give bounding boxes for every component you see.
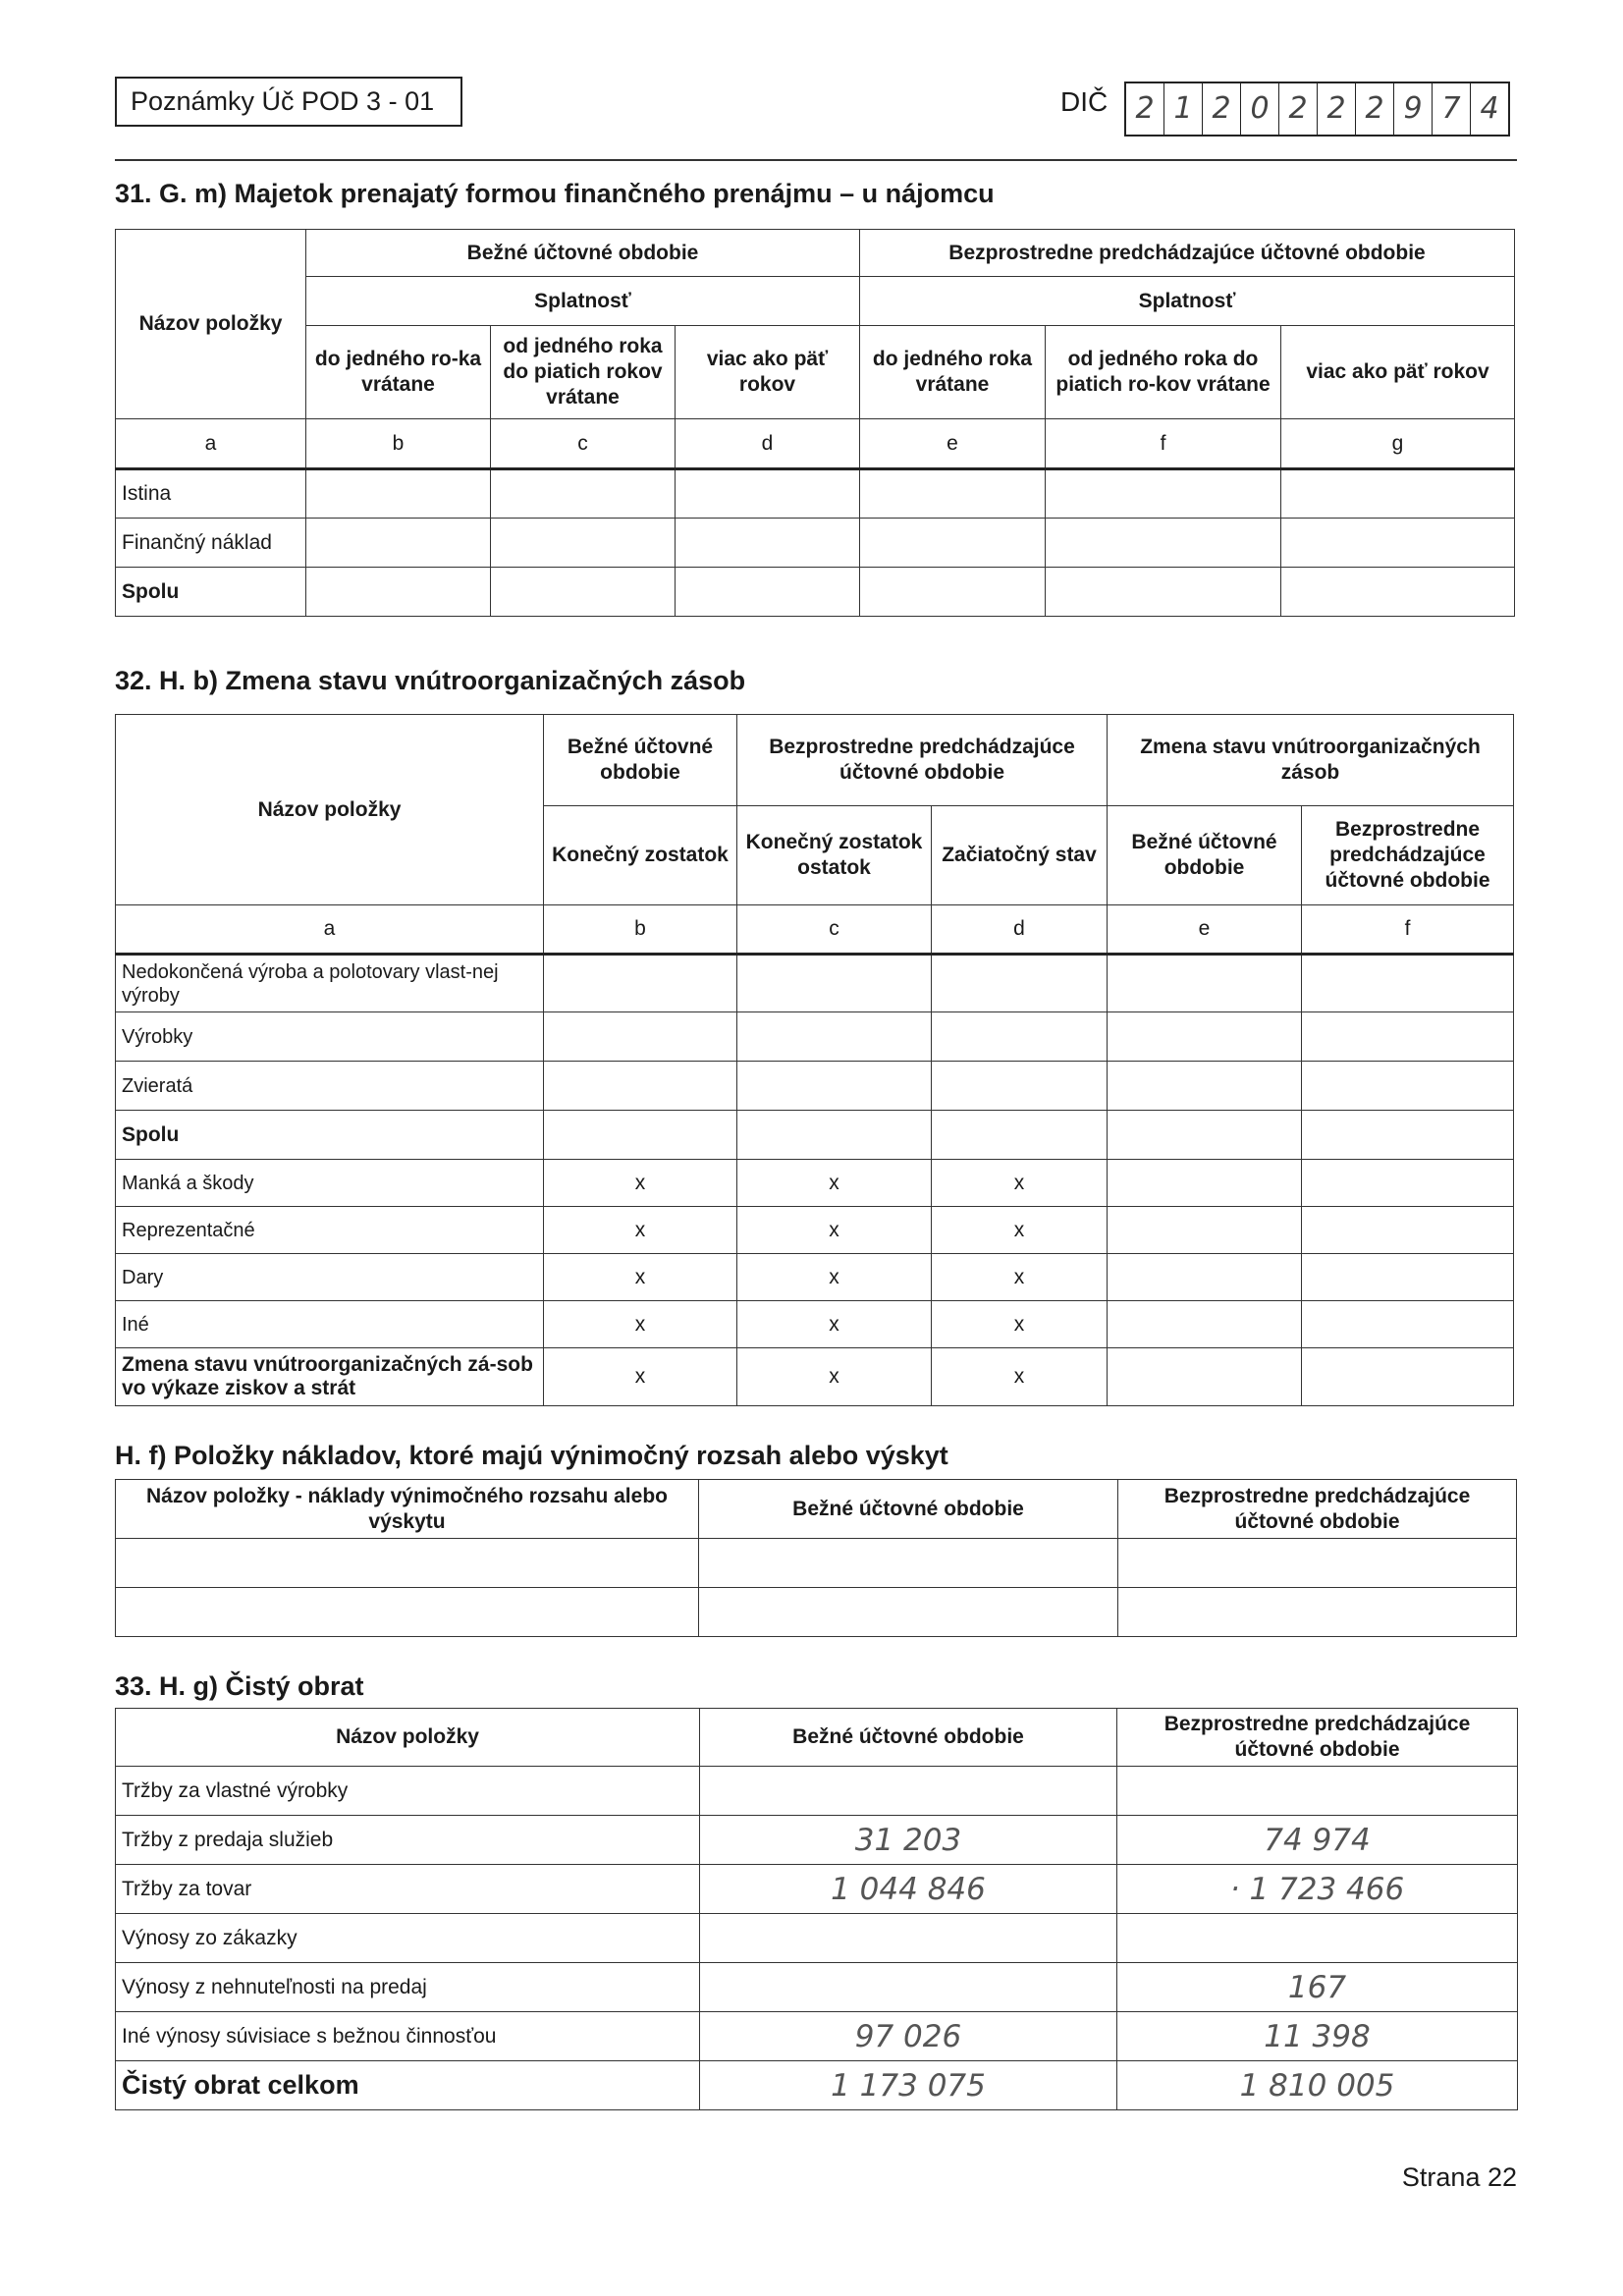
dic-digit: 2 <box>1356 83 1394 135</box>
page-number: Strana 22 <box>1401 2162 1517 2192</box>
cell <box>676 568 860 617</box>
table-row <box>116 1348 1514 1406</box>
column-letter: f <box>1046 419 1281 469</box>
cell <box>306 469 491 519</box>
current-value: 31 203 <box>700 1816 1117 1865</box>
table-hf <box>115 1479 1517 1637</box>
column-letter: a <box>116 905 544 955</box>
cell <box>1108 1111 1302 1160</box>
x-mark: x <box>932 1348 1108 1406</box>
cell <box>860 469 1046 519</box>
divider <box>115 159 1517 161</box>
cell <box>1108 1207 1302 1254</box>
cell <box>1281 519 1515 568</box>
table-row <box>116 568 1515 617</box>
table-row <box>116 2061 1518 2110</box>
column-letter: c <box>491 419 676 469</box>
cell <box>1281 469 1515 519</box>
cell <box>1046 469 1281 519</box>
row-label: Iné výnosy súvisiace s bežnou činnosťou <box>116 2012 700 2061</box>
section-32-title: 32. H. b) Zmena stavu vnútroorganizačných zásob <box>115 666 746 695</box>
sub-header: Konečný zostatok <box>544 806 737 905</box>
column-letter: d <box>676 419 860 469</box>
x-mark: x <box>932 1160 1108 1207</box>
cell <box>1302 1160 1514 1207</box>
cell <box>1302 1012 1514 1062</box>
column-letter: g <box>1281 419 1515 469</box>
maturity: Splatnosť <box>306 277 860 326</box>
form-label: Poznámky Úč POD 3 - 01 <box>115 77 462 127</box>
row-label: Spolu <box>116 568 306 617</box>
row-label: Tržby za vlastné výrobky <box>116 1767 700 1816</box>
cell <box>116 1588 699 1637</box>
cell <box>1108 1062 1302 1111</box>
dic-digit: 9 <box>1394 83 1433 135</box>
table-row <box>116 1160 1514 1207</box>
table-row <box>116 469 1515 519</box>
sub-header: Bežné účtovné obdobie <box>1108 806 1302 905</box>
row-label: Tržby za tovar <box>116 1865 700 1914</box>
cell <box>491 568 676 617</box>
cell <box>737 955 932 1012</box>
table-row <box>116 1062 1514 1111</box>
col-header: Bežné účtovné obdobie <box>700 1709 1117 1767</box>
cell <box>1046 568 1281 617</box>
cell <box>1108 955 1302 1012</box>
cell <box>491 519 676 568</box>
change-header: Zmena stavu vnútroorganizačných zásob <box>1108 715 1514 806</box>
cell <box>1302 1062 1514 1111</box>
cell <box>1281 568 1515 617</box>
sub-header: Začiatočný stav <box>932 806 1108 905</box>
col-header: Bežné účtovné obdobie <box>699 1480 1118 1539</box>
table-row <box>116 1207 1514 1254</box>
dic-digit: 1 <box>1164 83 1203 135</box>
cell <box>932 1012 1108 1062</box>
cell <box>737 1062 932 1111</box>
dic-digit: 0 <box>1241 83 1279 135</box>
cell <box>1108 1348 1302 1406</box>
row-label: Nedokončená výroba a polotovary vlast-nej výroby <box>116 955 544 1012</box>
x-mark: x <box>737 1301 932 1348</box>
dic-label: DIČ <box>1060 86 1109 117</box>
cell <box>1302 955 1514 1012</box>
table-row <box>116 1111 1514 1160</box>
row-label: Zmena stavu vnútroorganizačných zá-sob vo výkaze ziskov a strát <box>116 1348 544 1406</box>
column-letter: a <box>116 419 306 469</box>
x-mark: x <box>544 1207 737 1254</box>
row-label: Dary <box>116 1254 544 1301</box>
column-letter: e <box>1108 905 1302 955</box>
cell <box>676 469 860 519</box>
cell <box>116 1539 699 1588</box>
dic-digit: 7 <box>1433 83 1471 135</box>
dic-boxes <box>1124 82 1510 137</box>
col-header: Bezprostredne predchádzajúce účtovné obdobie <box>1117 1709 1518 1767</box>
table-row <box>116 519 1515 568</box>
cell <box>1046 519 1281 568</box>
cell <box>932 1062 1108 1111</box>
cell <box>544 1062 737 1111</box>
table-row <box>116 955 1514 1012</box>
cell <box>491 469 676 519</box>
cell <box>1302 1207 1514 1254</box>
col-name: Názov položky <box>116 715 544 905</box>
section-31-title: 31. G. m) Majetok prenajatý formou finančného prenájmu – u nájomcu <box>115 179 995 208</box>
cell <box>1108 1254 1302 1301</box>
table-row <box>116 1301 1514 1348</box>
sub-header: od jedného roka do piatich ro-kov vrátane <box>1046 326 1281 419</box>
row-label: Zvieratá <box>116 1062 544 1111</box>
previous-value: 11 398 <box>1117 2012 1518 2061</box>
cell <box>1302 1348 1514 1406</box>
table-row <box>116 1816 1518 1865</box>
sub-header: do jedného roka vrátane <box>860 326 1046 419</box>
cell <box>306 568 491 617</box>
row-label: Spolu <box>116 1111 544 1160</box>
previous-value <box>1117 1767 1518 1816</box>
cell <box>1302 1254 1514 1301</box>
cell <box>699 1588 1118 1637</box>
row-label: Iné <box>116 1301 544 1348</box>
row-label: Výnosy zo zákazky <box>116 1914 700 1963</box>
previous-value <box>1117 1914 1518 1963</box>
dic-digit: 2 <box>1318 83 1356 135</box>
cell <box>544 1111 737 1160</box>
row-label: Tržby z predaja služieb <box>116 1816 700 1865</box>
period-current: Bežné účtovné obdobie <box>306 230 860 277</box>
sub-header: viac ako päť rokov <box>1281 326 1515 419</box>
cell <box>544 1012 737 1062</box>
row-label: Reprezentačné <box>116 1207 544 1254</box>
current-value: 1 044 846 <box>700 1865 1117 1914</box>
sub-header: Konečný zostatok ostatok <box>737 806 932 905</box>
cell <box>1108 1160 1302 1207</box>
sub-header: do jedného ro-ka vrátane <box>306 326 491 419</box>
row-label: Istina <box>116 469 306 519</box>
row-label: Čistý obrat celkom <box>116 2061 700 2110</box>
table-row <box>116 1012 1514 1062</box>
cell <box>932 955 1108 1012</box>
table-33 <box>115 1708 1518 2110</box>
row-label: Výrobky <box>116 1012 544 1062</box>
row-label: Manká a škody <box>116 1160 544 1207</box>
sub-header: Bezprostredne predchádzajúce účtovné obdobie <box>1302 806 1514 905</box>
x-mark: x <box>544 1160 737 1207</box>
col-header: Názov položky <box>116 1709 700 1767</box>
previous-value: 1 810 005 <box>1117 2061 1518 2110</box>
section-33-title: 33. H. g) Čistý obrat <box>115 1671 364 1701</box>
period-prev: Bezprostredne predchádzajúce účtovné obdobie <box>860 230 1515 277</box>
cell <box>932 1111 1108 1160</box>
table-31 <box>115 229 1515 617</box>
cell <box>1302 1301 1514 1348</box>
table-row <box>116 1865 1518 1914</box>
cell <box>1118 1588 1517 1637</box>
previous-value: 167 <box>1117 1963 1518 2012</box>
current-value <box>700 1963 1117 2012</box>
column-letter: b <box>306 419 491 469</box>
x-mark: x <box>932 1301 1108 1348</box>
cell <box>860 519 1046 568</box>
sub-header: viac ako päť rokov <box>676 326 860 419</box>
current-value <box>700 1914 1117 1963</box>
x-mark: x <box>544 1254 737 1301</box>
x-mark: x <box>932 1254 1108 1301</box>
dic-digit: 2 <box>1203 83 1241 135</box>
dic-digit: 4 <box>1480 91 1499 126</box>
column-letter: f <box>1302 905 1514 955</box>
cell <box>1302 1111 1514 1160</box>
cell <box>306 519 491 568</box>
table-row <box>116 1963 1518 2012</box>
x-mark: x <box>737 1160 932 1207</box>
col-name: Názov položky <box>116 230 306 419</box>
column-letter: b <box>544 905 737 955</box>
section-hf-title: H. f) Položky nákladov, ktoré majú výnimočný rozsah alebo výskyt <box>115 1441 948 1470</box>
x-mark: x <box>737 1207 932 1254</box>
col-header: Názov položky - náklady výnimočného rozsahu alebo výskytu <box>116 1480 699 1539</box>
previous-value: · 1 723 466 <box>1117 1865 1518 1914</box>
maturity: Splatnosť <box>860 277 1515 326</box>
cell <box>544 955 737 1012</box>
current-period: Bežné účtovné obdobie <box>544 715 737 806</box>
col-header: Bezprostredne predchádzajúce účtovné obdobie <box>1118 1480 1517 1539</box>
table-row <box>116 1254 1514 1301</box>
cell <box>860 568 1046 617</box>
table-row <box>116 1767 1518 1816</box>
column-letter: d <box>932 905 1108 955</box>
column-letter: c <box>737 905 932 955</box>
cell <box>737 1111 932 1160</box>
row-label: Finančný náklad <box>116 519 306 568</box>
table-row <box>116 1914 1518 1963</box>
previous-value: 74 974 <box>1117 1816 1518 1865</box>
dic-digit: 2 <box>1279 83 1318 135</box>
table-row <box>116 2012 1518 2061</box>
current-value: 1 173 075 <box>700 2061 1117 2110</box>
cell <box>1108 1301 1302 1348</box>
x-mark: x <box>932 1207 1108 1254</box>
cell <box>699 1539 1118 1588</box>
cell <box>1118 1539 1517 1588</box>
x-mark: x <box>544 1348 737 1406</box>
cell <box>1108 1012 1302 1062</box>
x-mark: x <box>544 1301 737 1348</box>
column-letter: e <box>860 419 1046 469</box>
row-label: Výnosy z nehnuteľnosti na predaj <box>116 1963 700 2012</box>
x-mark: x <box>737 1348 932 1406</box>
current-value <box>700 1767 1117 1816</box>
cell <box>676 519 860 568</box>
x-mark: x <box>737 1254 932 1301</box>
table-32 <box>115 714 1514 1406</box>
dic-digit: 2 <box>1126 83 1164 135</box>
prev-period: Bezprostredne predchádzajúce účtovné obdobie <box>737 715 1108 806</box>
current-value: 97 026 <box>700 2012 1117 2061</box>
sub-header: od jedného roka do piatich rokov vrátane <box>491 326 676 419</box>
cell <box>737 1012 932 1062</box>
